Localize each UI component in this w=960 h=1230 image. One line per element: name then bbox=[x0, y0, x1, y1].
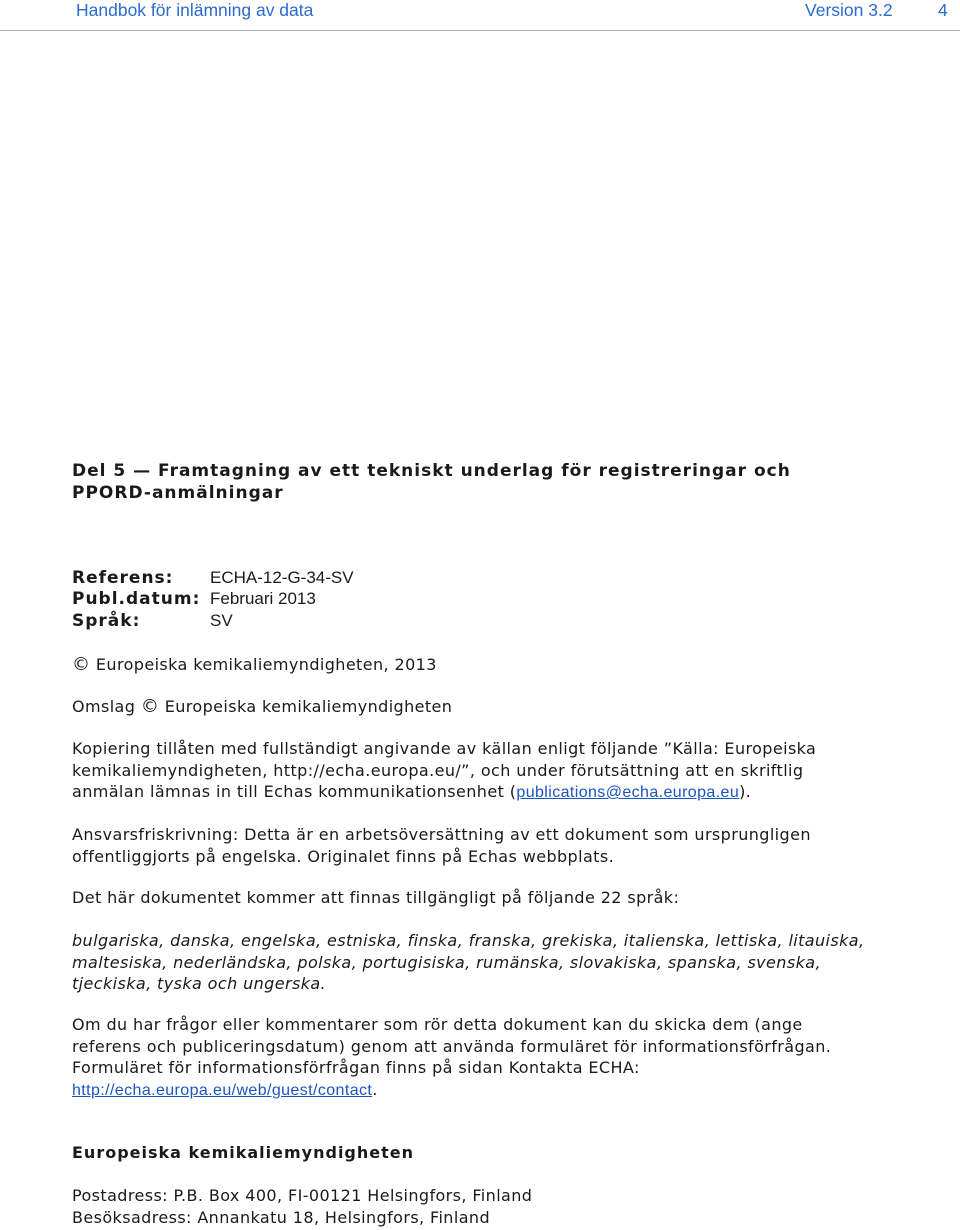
copyright-icon: © bbox=[140, 696, 160, 717]
copyright-text: Europeiska kemikaliemyndigheten, 2013 bbox=[95, 655, 437, 674]
date-value: Februari 2013 bbox=[210, 589, 316, 608]
cover-credit bbox=[72, 696, 872, 718]
email-link[interactable]: publications@echa.europa.eu bbox=[516, 784, 740, 801]
questions-text: Om du har frågor eller kommentarer som rör detta dokument kan du skicka dem (ange referens och publiceringsdatum) genom att använda formuläret för informationsförfrågan. Formuläret för informationsförfrågan finns på sidan Kontakta ECHA: bbox=[72, 1015, 832, 1077]
copyright-icon: © bbox=[72, 654, 91, 675]
page-header bbox=[0, 0, 960, 31]
language-label: Språk: bbox=[72, 611, 141, 631]
cover-prefix: Omslag bbox=[72, 697, 136, 716]
reference-value: ECHA-12-G-34-SV bbox=[210, 568, 354, 587]
languages-list: bulgariska, danska, engelska, estniska, finska, franska, grekiska, italienska, lettiska, litauiska, maltesiska, nederländska, polska, portugisiska, rumänska, slovakiska, spanska, svenska, tjeckiska, tyska och ungerska. bbox=[72, 931, 865, 993]
postal-address: Postadress: P.B. Box 400, FI-00121 Helsingfors, Finland bbox=[72, 1186, 533, 1205]
date-label: Publ.datum: bbox=[72, 589, 201, 609]
contact-link[interactable]: http://echa.europa.eu/web/guest/contact bbox=[72, 1081, 373, 1099]
cover-text: Europeiska kemikaliemyndigheten bbox=[164, 697, 453, 716]
header-version: Version 3.2 bbox=[805, 0, 893, 20]
page-number: 4 bbox=[938, 0, 948, 20]
questions-paragraph bbox=[72, 1014, 872, 1101]
reproduction-text: Kopiering tillåten med fullständigt angivande av källan enligt följande ”Källa: Europeiska kemikaliemyndigheten, http://echa.europa.eu/”, och under förutsättning att en skriftlig anmälan lämnas in till Echas kommunikationsenhet ( bbox=[72, 739, 817, 801]
languages-intro: Det här dokumentet kommer att finnas tillgängligt på följande 22 språk: bbox=[72, 888, 680, 907]
reproduction-paragraph bbox=[72, 738, 872, 804]
header-title: Handbok för inlämning av data bbox=[76, 0, 314, 20]
questions-end: . bbox=[372, 1079, 378, 1099]
document-title: Del 5 — Framtagning av ett tekniskt underlag för registreringar och PPORD-anmälningar bbox=[72, 461, 791, 503]
reproduction-end: ). bbox=[739, 782, 752, 801]
agency-name: Europeiska kemikaliemyndigheten bbox=[72, 1143, 415, 1162]
reference-label: Referens: bbox=[72, 568, 174, 588]
disclaimer-paragraph: Ansvarsfriskrivning: Detta är en arbetsöversättning av ett dokument som ursprungligen offentliggjorts på engelska. Originalet finns på Echas webbplats. bbox=[72, 825, 811, 866]
copyright-line bbox=[72, 654, 872, 676]
language-value: SV bbox=[210, 611, 233, 630]
visiting-address: Besöksadress: Annankatu 18, Helsingfors, Finland bbox=[72, 1208, 490, 1227]
